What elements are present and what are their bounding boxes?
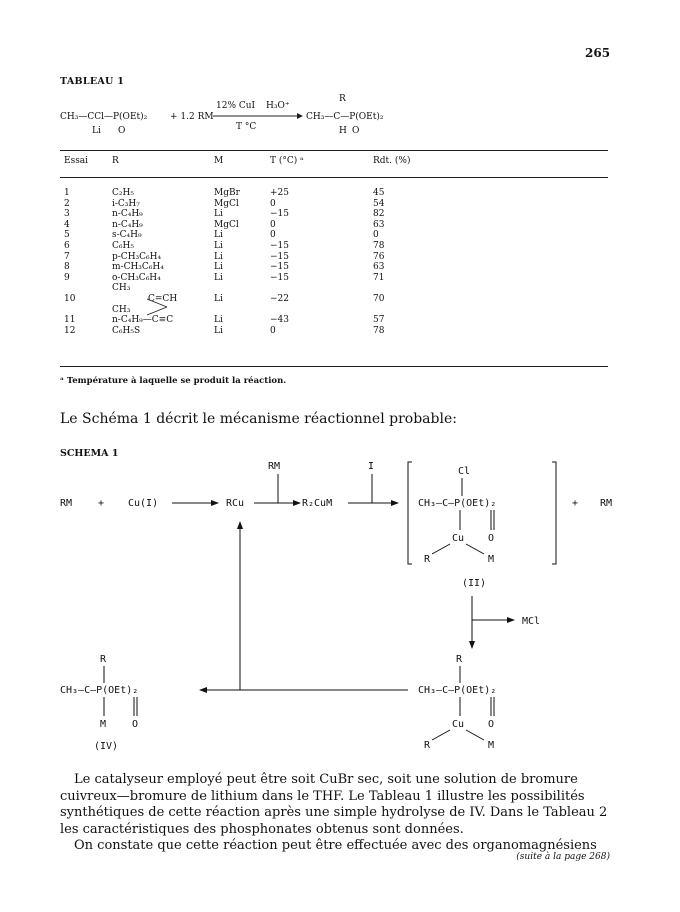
- cell-rdt: 78: [373, 325, 385, 336]
- cell-r: i-C₃H₇: [112, 198, 140, 209]
- cell-m: Li: [214, 240, 223, 251]
- cell-t: −22: [270, 293, 289, 304]
- table-title: TABLEAU 1: [60, 76, 125, 87]
- cell-r: o-CH₃C₆H₄: [112, 272, 161, 283]
- r-group: R: [424, 554, 431, 565]
- bond-cu-r-right: [432, 730, 450, 740]
- cell-r: m-CH₃C₆H₄: [112, 262, 164, 273]
- arrow-label-hydrolysis: H₃O⁺: [266, 101, 290, 111]
- oxygen-iv: O: [132, 719, 139, 730]
- cell-t: 0: [270, 219, 276, 230]
- bond-cu-m-right: [466, 730, 484, 740]
- cell-t: −15: [270, 240, 289, 251]
- cell-rdt: 63: [373, 262, 385, 273]
- mcl-label: MCl: [522, 616, 541, 627]
- cell-rdt: 76: [373, 251, 385, 262]
- schema-title: SCHEMA 1: [60, 448, 119, 459]
- product: CH₃—C—P(OEt)₂: [306, 112, 384, 122]
- bond-cu-r: [432, 544, 450, 554]
- paragraph-2: On constate que cette réaction peut être effectuée avec des organomagnésiens: [74, 838, 597, 853]
- product-oxygen: O: [352, 126, 360, 136]
- arrow-label-temperature: T °C: [236, 122, 257, 132]
- cell-essai: 11: [64, 315, 76, 326]
- cell-t: −15: [270, 262, 289, 273]
- header-m: M: [214, 156, 224, 166]
- iodide-above: I: [368, 461, 375, 472]
- label-iv: (IV): [94, 741, 119, 752]
- cell-essai: 7: [64, 251, 70, 262]
- cell-rdt: 63: [373, 219, 385, 230]
- cell-m: Li: [214, 272, 223, 283]
- complex-ii-backbone: CH₃—C—P(OEt)₂: [418, 498, 497, 509]
- cell-t: 0: [270, 325, 276, 336]
- cell-essai: 12: [64, 325, 76, 336]
- cell-r: p-CH₃C₆H₄: [112, 251, 162, 262]
- reactant-oxygen: O: [118, 126, 126, 136]
- cell-m: MgBr: [214, 188, 240, 198]
- cell-rdt: 54: [373, 198, 385, 209]
- cell-t: −15: [270, 209, 289, 220]
- metal-m-iv: M: [100, 719, 107, 730]
- header-t: T (°C) ᵃ: [270, 156, 304, 166]
- reactant: CH₃—CCl—P(OEt)₂: [60, 112, 148, 122]
- cell-essai: 2: [64, 198, 70, 209]
- intermediate-backbone: CH₃—C—P(OEt)₂: [418, 685, 497, 696]
- cell-m: Li: [214, 293, 223, 304]
- cell-r: n-C₄H₉: [112, 209, 143, 220]
- label-ii: (II): [462, 578, 487, 589]
- cell-m: MgCl: [214, 219, 239, 230]
- cell-m: Li: [214, 230, 223, 241]
- metal-m: M: [488, 554, 495, 565]
- cell-rdt: 45: [373, 188, 385, 198]
- cell-r: CH₃: [112, 283, 131, 294]
- cell-t: −43: [270, 315, 289, 326]
- cell-rdt: 0: [373, 230, 379, 241]
- header-r: R: [112, 156, 119, 166]
- cell-r: n-C₄H₉: [112, 219, 143, 230]
- plus-sign: +: [98, 498, 105, 509]
- cell-essai: 3: [64, 209, 70, 220]
- cell-r: CH₃: [112, 304, 131, 315]
- rcu: RCu: [226, 498, 245, 509]
- product-r: R: [339, 94, 346, 104]
- plus-sign-2: +: [572, 498, 579, 509]
- page-number: 265: [585, 46, 611, 60]
- bracket-left: [408, 462, 412, 564]
- rm-above: RM: [268, 461, 281, 472]
- rm-reagent: RM: [60, 498, 73, 509]
- cell-essai: 4: [64, 219, 70, 230]
- intro-sentence: Le Schéma 1 décrit le mécanisme réactionnel probable:: [60, 411, 457, 427]
- product-h: H: [339, 126, 347, 136]
- cell-t: 0: [270, 198, 276, 209]
- cell-t: −15: [270, 272, 289, 283]
- copper-atom-right: Cu: [452, 719, 465, 730]
- cell-r: s-C₄H₉: [112, 230, 142, 241]
- cell-rdt: 82: [373, 209, 385, 220]
- metal-m-right: M: [488, 740, 495, 751]
- cell-m: Li: [214, 251, 223, 262]
- cell-essai: 6: [64, 240, 70, 251]
- copper-atom: Cu: [452, 533, 465, 544]
- arrow-label-catalyst: 12% CuI: [216, 101, 256, 111]
- cell-essai: 9: [64, 272, 70, 283]
- cell-r: C₆H₅: [112, 240, 134, 251]
- rm-product: RM: [600, 498, 613, 509]
- cell-essai: 8: [64, 262, 70, 273]
- compound-iv-backbone: CH₃—C—P(OEt)₂: [60, 685, 139, 696]
- oxygen: O: [488, 533, 495, 544]
- cell-r: C₆H₅S: [112, 325, 141, 336]
- r-top-right: R: [456, 654, 463, 665]
- cell-rdt: 70: [373, 293, 385, 304]
- cell-m: Li: [214, 209, 223, 220]
- table-footnote: ᵃ Température à laquelle se produit la réaction.: [60, 376, 287, 386]
- bond-cu-m: [466, 544, 484, 554]
- continuation-note: (suite à la page 268): [516, 852, 610, 862]
- cell-m: MgCl: [214, 198, 239, 209]
- cell-m: Li: [214, 315, 223, 326]
- header-rdt: Rdt. (%): [373, 156, 411, 166]
- plus-reagent: + 1.2 RM: [170, 112, 214, 122]
- cell-r: C=CH: [112, 293, 178, 304]
- cell-t: 0: [270, 230, 276, 241]
- cell-m: Li: [214, 325, 223, 336]
- cell-essai: 5: [64, 230, 70, 241]
- cell-m: Li: [214, 262, 223, 273]
- cell-r: n-C₄H₉—C≡C: [112, 315, 174, 326]
- oxygen-right: O: [488, 719, 495, 730]
- bracket-right: [552, 462, 556, 564]
- reactant-li: Li: [92, 126, 101, 136]
- cell-r: C₂H₅: [112, 188, 134, 198]
- cell-t: −15: [270, 251, 289, 262]
- header-essai: Essai: [64, 156, 89, 166]
- cell-t: +25: [270, 188, 289, 198]
- cell-rdt: 57: [373, 315, 385, 326]
- r2cum: R₂CuM: [302, 498, 333, 509]
- cell-rdt: 78: [373, 240, 385, 251]
- paragraph-1: Le catalyseur employé peut être soit CuBr sec, soit une solution de bromure cuivreux—bromure de lithium dans le THF. Le Tableau 1 illustre les possibilités synthétiques de cette réaction après une simple hydrolyse de IV. Dans le Tableau 2 les caractéristiques des phosphonates obtenus sont données.: [60, 772, 608, 837]
- cell-rdt: 71: [373, 272, 385, 283]
- cell-essai: 1: [64, 188, 70, 198]
- copper-i: Cu(I): [128, 498, 159, 509]
- r-group-right: R: [424, 740, 431, 751]
- r-top-iv: R: [100, 654, 107, 665]
- chlorine: Cl: [458, 466, 471, 477]
- cell-essai: 10: [64, 293, 76, 304]
